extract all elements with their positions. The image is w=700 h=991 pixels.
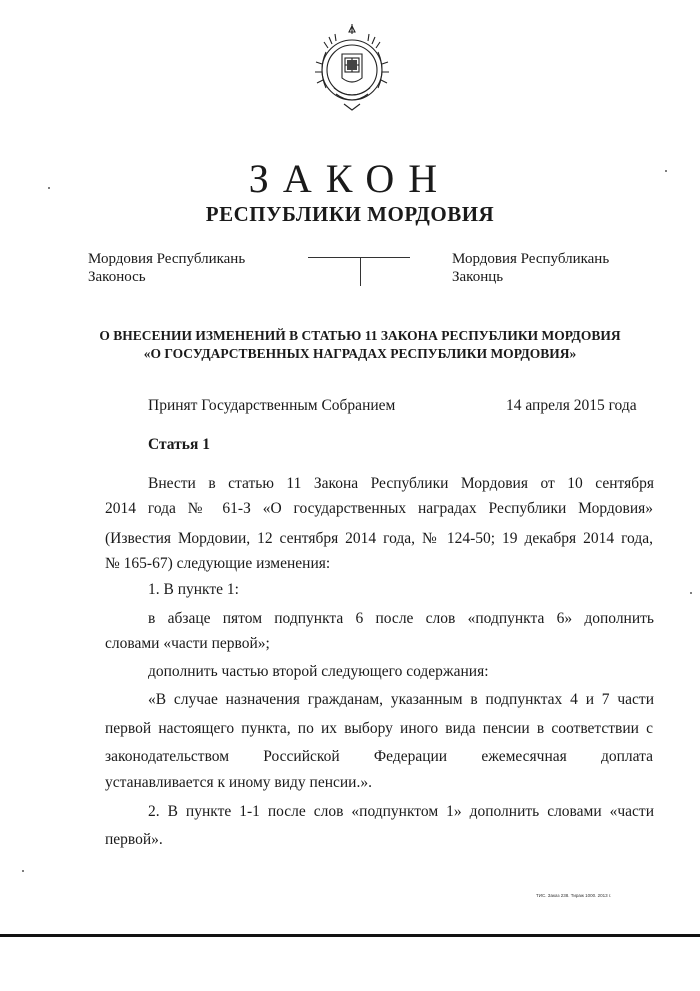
intro-line-4: № 165-67) следующие изменения:: [105, 555, 331, 572]
item-1-text: В пункте 1:: [159, 581, 239, 598]
scan-speck: [48, 187, 50, 189]
law-title: ЗАКОН: [248, 156, 452, 201]
moksha-line-2: Законось: [88, 269, 146, 285]
adoption-date: 14 апреля 2015 года: [506, 397, 637, 414]
moksha-caption: [88, 250, 245, 286]
scan-speck: [690, 592, 692, 594]
erzya-line-1: Мордовия Республикань: [452, 251, 610, 267]
divider-horizontal: [308, 257, 410, 258]
item-1a-line-2: словами «части первой»;: [105, 635, 270, 652]
scan-speck: [665, 170, 667, 172]
item-2-number: 2.: [148, 803, 160, 820]
bottom-border: [0, 934, 700, 937]
quote-line-4: устанавливается к иному виду пенсии.».: [105, 774, 372, 791]
divider-vertical: [360, 257, 361, 286]
scan-speck: [22, 870, 24, 872]
intro-line-3: (Известия Мордовии, 12 сентября 2014 года, № 124-50; 19 декабря 2014 года,: [105, 530, 653, 547]
print-info: ТИС. Заказ 238. Тираж 1000. 2013 г.: [536, 893, 612, 898]
item-2-text: В пункте 1-1 после слов «подпунктом 1» дополнить словами «части: [159, 803, 654, 820]
law-heading-line-1: О ВНЕСЕНИИ ИЗМЕНЕНИЙ В СТАТЬЮ 11 ЗАКОНА РЕСПУБЛИКИ МОРДОВИЯ: [99, 328, 621, 343]
law-heading: [60, 327, 660, 363]
item-1-header: [148, 580, 239, 600]
item-1-number: 1.: [148, 581, 160, 598]
item-1a-line-1: в абзаце пятом подпункта 6 после слов «подпункта 6» дополнить: [148, 610, 654, 627]
item-1b-text: дополнить частью второй следующего содержания:: [148, 663, 489, 680]
quote-line-2: первой настоящего пункта, по их выбору иного вида пенсии в соответствии с: [105, 720, 653, 737]
item-2-line-2: первой».: [105, 831, 163, 848]
adoption-statement: Принят Государственным Собранием: [148, 397, 396, 414]
coat-of-arms-emblem: [314, 22, 390, 114]
intro-line-2: 2014 года № 61-З «О государственных наградах Республики Мордовия»: [105, 500, 653, 517]
erzya-line-2: Законць: [452, 269, 504, 285]
article-label: Статья 1: [148, 436, 210, 453]
item-2-line-1: [148, 802, 654, 822]
moksha-line-1: Мордовия Республикань: [88, 251, 246, 267]
quote-line-1: «В случае назначения гражданам, указанным в подпунктах 4 и 7 части: [148, 691, 654, 708]
erzya-caption: [452, 250, 609, 286]
republic-subtitle: РЕСПУБЛИКИ МОРДОВИЯ: [205, 202, 495, 226]
intro-line-1: Внести в статью 11 Закона Республики Мордовия от 10 сентября: [148, 475, 654, 492]
quote-line-3: законодательством Российской Федерации ежемесячная доплата: [105, 748, 653, 765]
law-heading-line-2: «О ГОСУДАРСТВЕННЫХ НАГРАДАХ РЕСПУБЛИКИ МОРДОВИЯ»: [143, 346, 577, 361]
